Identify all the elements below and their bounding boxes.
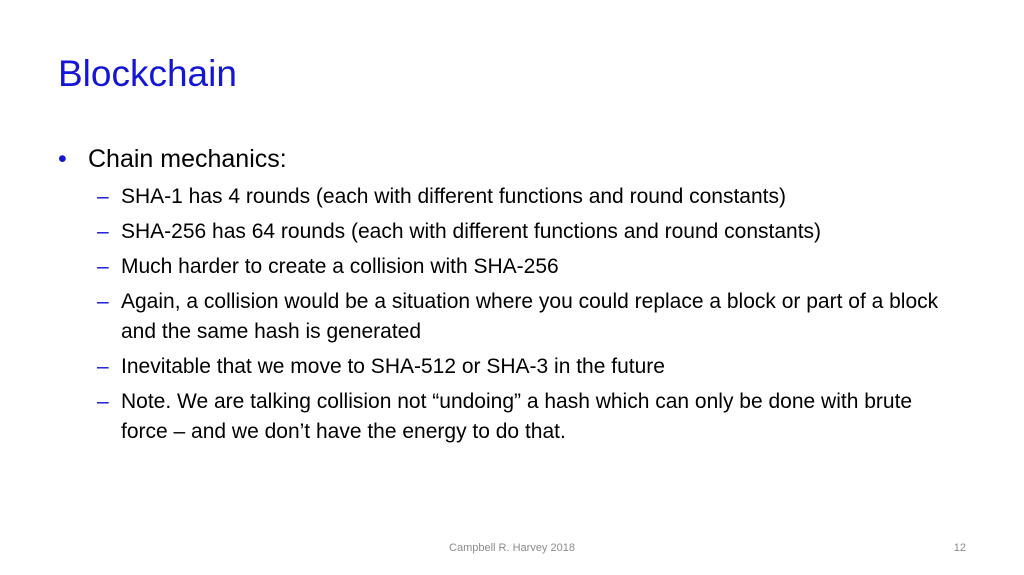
- bullet-item: [58, 142, 978, 176]
- dash-marker: –: [97, 220, 109, 243]
- sub-bullet-item: [58, 182, 961, 212]
- dash-marker: –: [97, 390, 109, 413]
- sub-bullet-text: Note. We are talking collision not “undoing” a hash which can only be done with brute force – and we don’t have the energy to do that.: [121, 390, 913, 443]
- sub-bullet-text: SHA-1 has 4 rounds (each with different functions and round constants): [121, 185, 786, 208]
- sub-bullet-item: [58, 217, 961, 247]
- bullet-text: Chain mechanics:: [88, 145, 287, 173]
- page-number: 12: [953, 542, 966, 554]
- sub-bullet-list: [58, 182, 978, 447]
- slide-footer: Campbell R. Harvey 2018: [449, 542, 575, 554]
- dash-marker: –: [97, 290, 109, 313]
- slide-title: Blockchain: [58, 53, 237, 94]
- bullet-marker: •: [58, 145, 67, 173]
- sub-bullet-item: [58, 387, 961, 447]
- sub-bullet-item: [58, 287, 961, 347]
- sub-bullet-text: Inevitable that we move to SHA-512 or SHA-3 in the future: [121, 355, 665, 378]
- sub-bullet-text: Again, a collision would be a situation where you could replace a block or part of a block and the same hash is generated: [121, 290, 939, 343]
- dash-marker: –: [97, 185, 109, 208]
- sub-bullet-item: [58, 352, 961, 382]
- dash-marker: –: [97, 255, 109, 278]
- slide-body: [58, 142, 978, 452]
- sub-bullet-text: SHA-256 has 64 rounds (each with different functions and round constants): [121, 220, 822, 243]
- sub-bullet-text: Much harder to create a collision with SHA-256: [121, 255, 559, 278]
- dash-marker: –: [97, 355, 109, 378]
- sub-bullet-item: [58, 252, 961, 282]
